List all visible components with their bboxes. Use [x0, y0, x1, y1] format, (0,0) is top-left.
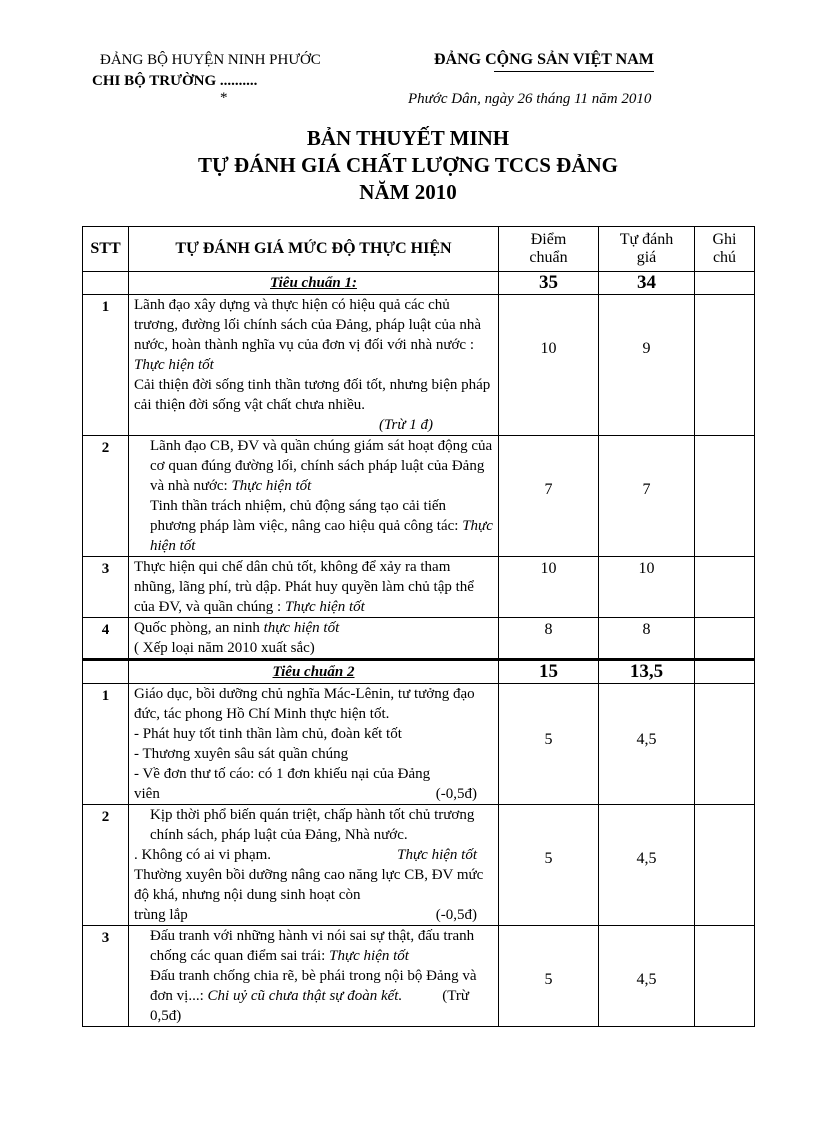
- table-row: 2 Kịp thời phổ biến quán triệt, chấp hành tốt chủ trương chính sách, pháp luật của Đảng, Nhà nước. . Không có ai vi phạm. Thực hiện tốt Thường xuyên bồi dưỡng nâng cao năng lực CB, ĐV mức độ khá, nhưng nội dung sinh hoạt còn trùng lắp (-0,5đ) 5 4,5: [83, 805, 755, 926]
- row-content: Lãnh đạo CB, ĐV và quần chúng giám sát hoạt động của cơ quan đúng đường lối, chính sách pháp luật của Đảng và nhà nước: Thực hiện tốt Tinh thần trách nhiệm, chủ động sáng tạo cải tiến phương pháp làm việc, nâng cao hiệu quả công tác: Thực hiện tốt: [129, 436, 499, 557]
- criterion-2-diem: 15: [499, 660, 599, 684]
- table-row: 1 Lãnh đạo xây dựng và thực hiện có hiệu quả các chủ trương, đường lối chính sách của Đảng, pháp luật của nhà nước, hoàn thành nghĩa vụ của đơn vị đối với nhà nước : Thực hiện tốt Cải thiện đời sống tinh thần tương đối tốt, nhưng biện pháp cải thiện đời sống vật chất chưa nhiều. (Trừ 1 đ) 10 9: [83, 295, 755, 436]
- header-stt: STT: [83, 227, 129, 272]
- criterion-2-name: Tiêu chuẩn 2: [129, 660, 499, 684]
- party-underline: [494, 71, 654, 72]
- table-row: 1 Giáo dục, bồi dưỡng chủ nghĩa Mác-Lênin, tư tưởng đạo đức, tác phong Hồ Chí Minh thực hiện tốt. - Phát huy tốt tinh thần làm chủ, đoàn kết tốt - Thương xuyên sâu sát quần chúng - Về đơn thư tố cáo: có 1 đơn khiếu nại của Đảng viên (-0,5đ) 5 4,5: [83, 684, 755, 805]
- date-line: Phước Dân, ngày 26 tháng 11 năm 2010: [408, 91, 652, 107]
- table-row: 3 Thực hiện qui chế dân chủ tốt, không để xảy ra tham nhũng, lãng phí, trù dập. Phát huy quyền làm chủ tập thể của ĐV, và quần chúng : Thực hiện tốt 10 10: [83, 557, 755, 618]
- org-line-1: ĐẢNG BỘ HUYỆN NINH PHƯỚC: [100, 52, 321, 68]
- org-line-2: CHI BỘ TRƯỜNG ..........: [92, 73, 258, 89]
- table-header-row: [83, 227, 755, 272]
- criterion-1-diem: 35: [499, 272, 599, 295]
- evaluation-table: [82, 226, 755, 1027]
- star-mark: *: [220, 90, 228, 106]
- document-title: [0, 125, 816, 206]
- row-content: Thực hiện qui chế dân chủ tốt, không để xảy ra tham nhũng, lãng phí, trù dập. Phát huy quyền làm chủ tập thể của ĐV, và quần chúng : Thực hiện tốt: [129, 557, 499, 618]
- organization-header: [92, 50, 372, 104]
- table-row: 4 Quốc phòng, an ninh thực hiện tốt ( Xếp loại năm 2010 xuất sắc) 8 8: [83, 618, 755, 660]
- row-content: Quốc phòng, an ninh thực hiện tốt ( Xếp loại năm 2010 xuất sắc): [129, 618, 499, 660]
- header-main: TỰ ĐÁNH GIÁ MỨC ĐỘ THỰC HIỆN: [129, 227, 499, 272]
- criterion-2-row: [83, 660, 755, 684]
- party-name: ĐẢNG CỘNG SẢN VIỆT NAM: [434, 51, 654, 68]
- table-row: 2 Lãnh đạo CB, ĐV và quần chúng giám sát hoạt động của cơ quan đúng đường lối, chính sách pháp luật của Đảng và nhà nước: Thực hiện tốt Tinh thần trách nhiệm, chủ động sáng tạo cải tiến phương pháp làm việc, nâng cao hiệu quả công tác: Thực hiện tốt 7 7: [83, 436, 755, 557]
- row-content: Kịp thời phổ biến quán triệt, chấp hành tốt chủ trương chính sách, pháp luật của Đảng, Nhà nước. . Không có ai vi phạm. Thực hiện tốt Thường xuyên bồi dưỡng nâng cao năng lực CB, ĐV mức độ khá, nhưng nội dung sinh hoạt còn trùng lắp (-0,5đ): [129, 805, 499, 926]
- criterion-1-row: [83, 272, 755, 295]
- header-ghi-chu: Ghi chú: [695, 227, 755, 272]
- title-line-2: TỰ ĐÁNH GIÁ CHẤT LƯỢNG TCCS ĐẢNG: [197, 153, 619, 177]
- title-line-3: NĂM 2010: [359, 180, 457, 204]
- party-header: [434, 51, 654, 69]
- criterion-1-name: Tiêu chuẩn 1:: [129, 272, 499, 295]
- table-row: 3 Đấu tranh với những hành vi nói sai sự thật, đấu tranh chống các quan điểm sai trái: Thực hiện tốt Đấu tranh chống chia rẽ, bè phái trong nội bộ Đảng và đơn vị...: Chi uỷ cũ chưa thật sự đoàn kết. (Trừ 0,5đ) 5 4,5: [83, 926, 755, 1027]
- header-tu-danh-gia: Tự đánh giá: [599, 227, 695, 272]
- header-diem-chuan: Điểm chuẩn: [499, 227, 599, 272]
- row-content: Giáo dục, bồi dưỡng chủ nghĩa Mác-Lênin, tư tưởng đạo đức, tác phong Hồ Chí Minh thực hiện tốt. - Phát huy tốt tinh thần làm chủ, đoàn kết tốt - Thương xuyên sâu sát quần chúng - Về đơn thư tố cáo: có 1 đơn khiếu nại của Đảng viên (-0,5đ): [129, 684, 499, 805]
- row-content: Đấu tranh với những hành vi nói sai sự thật, đấu tranh chống các quan điểm sai trái: Thực hiện tốt Đấu tranh chống chia rẽ, bè phái trong nội bộ Đảng và đơn vị...: Chi uỷ cũ chưa thật sự đoàn kết. (Trừ 0,5đ): [129, 926, 499, 1027]
- row-content: Lãnh đạo xây dựng và thực hiện có hiệu quả các chủ trương, đường lối chính sách của Đảng, pháp luật của nhà nước, hoàn thành nghĩa vụ của đơn vị đối với nhà nước : Thực hiện tốt Cải thiện đời sống tinh thần tương đối tốt, nhưng biện pháp cải thiện đời sống vật chất chưa nhiều. (Trừ 1 đ): [129, 295, 499, 436]
- title-line-1: BẢN THUYẾT MINH: [306, 126, 510, 150]
- criterion-1-tu: 34: [599, 272, 695, 295]
- criterion-2-tu: 13,5: [599, 660, 695, 684]
